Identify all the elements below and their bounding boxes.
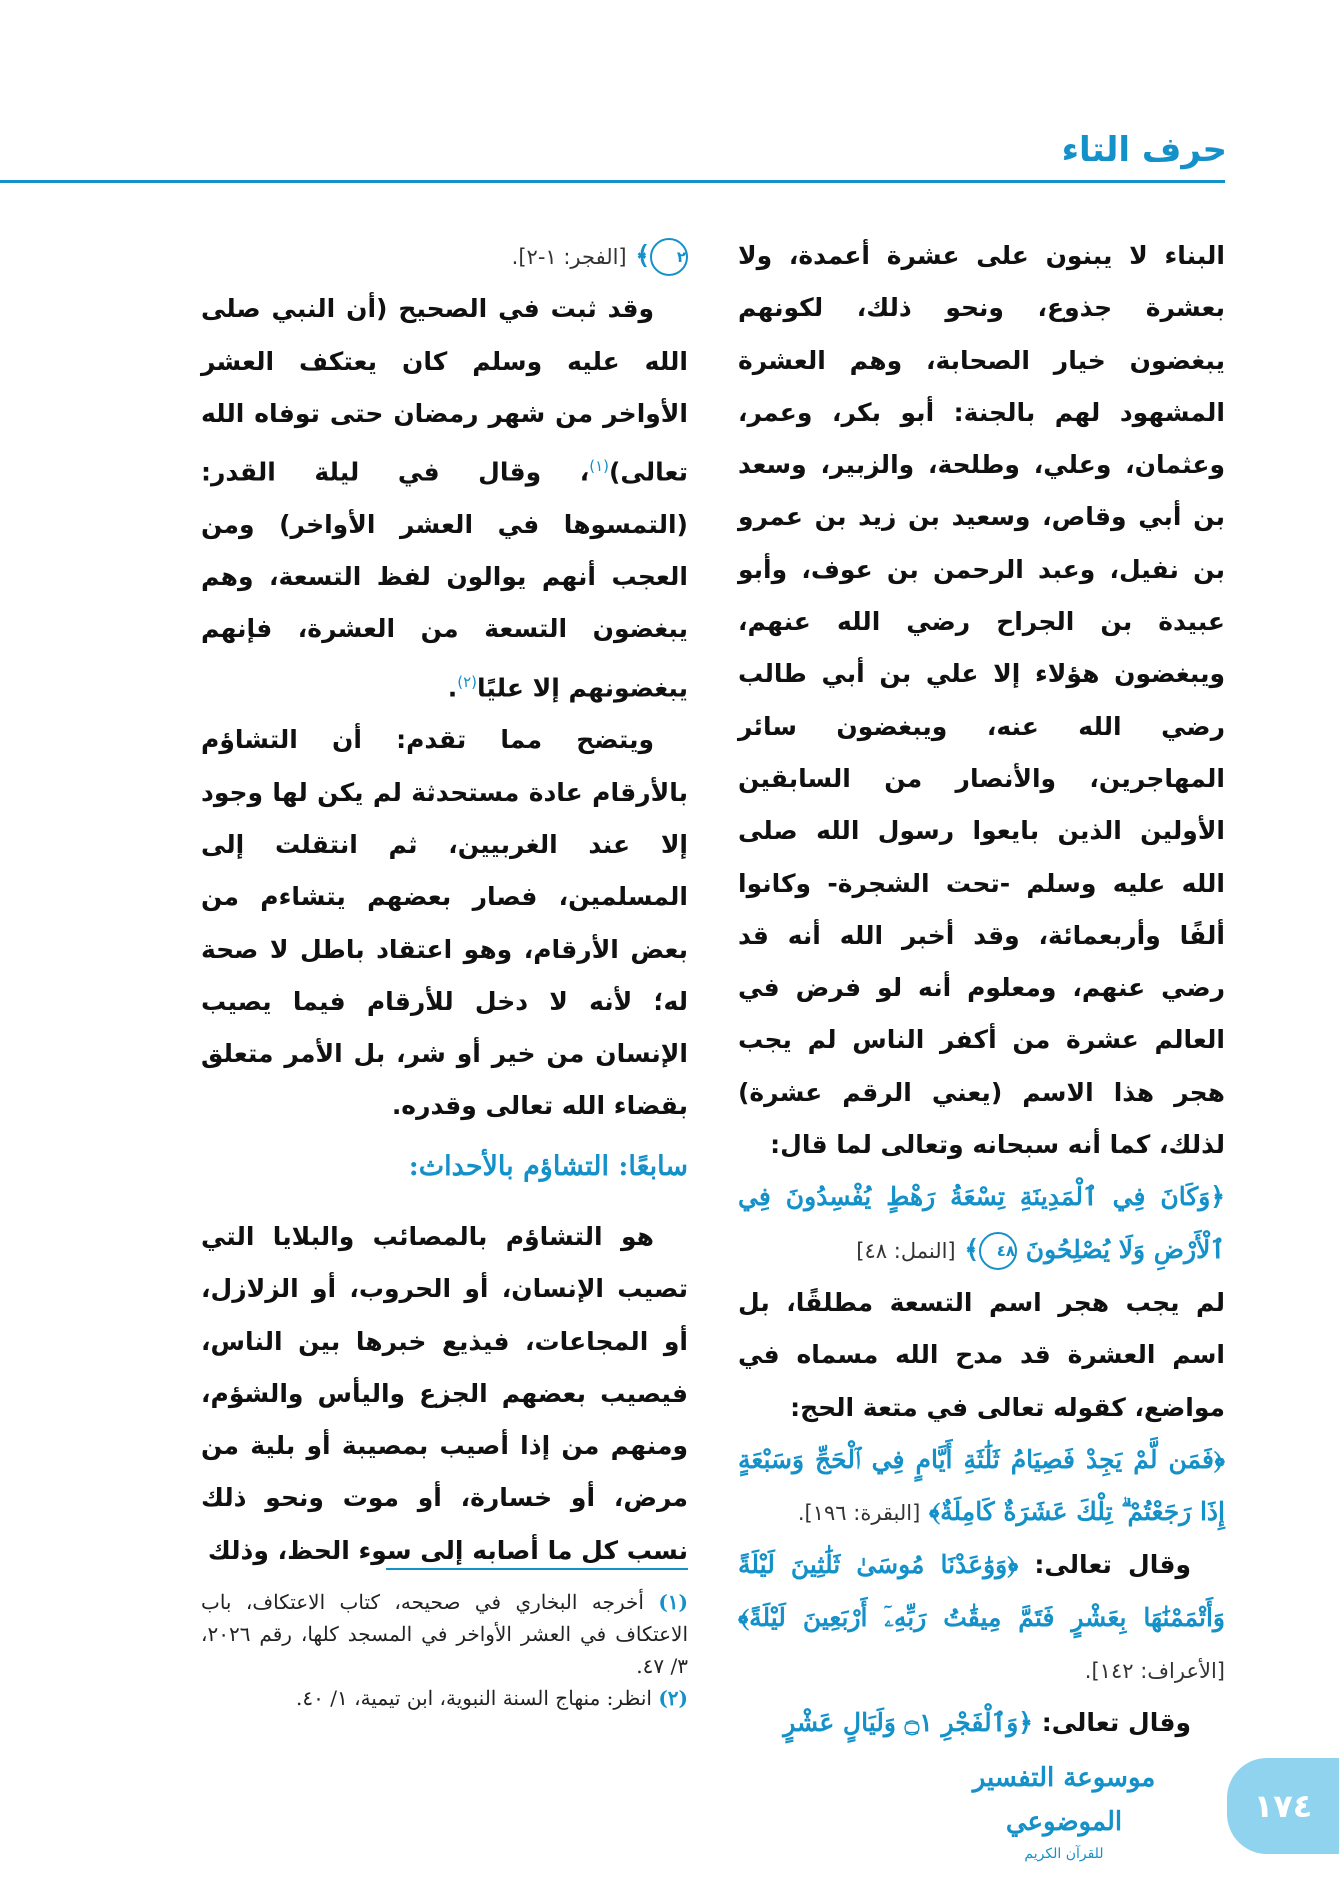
verse-reference: [الفجر: ١-٢]. [511,245,627,269]
verse-reference: [الأعراف: ١٤٢]. [1084,1659,1225,1684]
quran-verse: ﴿وَكَانَ فِي ٱلْمَدِينَةِ تِسْعَةُ رَهْطٍ يُفْسِدُونَ فِي ٱلْأَرْضِ وَلَا يُصْلِحُونَ [738,1182,1225,1264]
verse-block [738,1171,1225,1277]
ayah-number-mark: ٤٨ [979,1232,1017,1270]
verse-close-bracket: ﴾ [964,1234,979,1264]
verse-reference: [البقرة: ١٩٦]. [797,1501,921,1526]
left-column [201,230,688,1577]
footnote-divider [386,1568,688,1570]
footnotes [201,1586,688,1714]
hadith-quote: (أن النبي صلى الله عليه وسلم كان يعتكف العشر الأواخر من شهر رمضان حتى توفاه الله تعالى) [201,294,688,487]
verse-block [738,1697,1225,1749]
paragraph: لم يجب هجر اسم التسعة مطلقًا، بل اسم العشرة قد مدح الله مسماه في مواضع، كقوله تعالى في متعة الحج: [738,1287,1225,1422]
right-column [738,230,1225,1750]
paragraph: البناء لا يبنون على عشرة أعمدة، ولا بعشرة جذوع، ونحو ذلك، لكونهم يبغضون خيار الصحابة، وهم العشرة المشهود لهم بالجنة: أبو بكر، وعمر، وعثمان، وعلي، وطلحة، والزبير، وسعد بن أبي وقاص، وسعيد بن زيد بن عمرو بن نفيل، وعبد الرحمن بن عوف، وأبو عبيدة بن الجراح رضي الله عنهم، ويبغضون هؤلاء إلا علي بن أبي طالب رضي الله عنه، ويبغضون سائر المهاجرين، والأنصار من السابقين الأولين الذين بايعوا رسول الله صلى الله عليه وسلم -تحت الشجرة- وكانوا ألفًا وأربعمائة، وقد أخبر الله أنه قد رضي عنهم، ومعلوم أنه لو فرض في العالم عشرة من أكفر الناس لم يجب هجر هذا الاسم (يعني الرقم عشرة) لذلك، كما أنه سبحانه وتعالى لما قال: [738,241,1225,1160]
page-number: ١٧٤ [1253,1787,1313,1825]
verse-reference: [النمل: ٤٨] [856,1238,956,1263]
verse-intro: وقال تعالى: [1034,1550,1191,1580]
footnote-text: أخرجه البخاري في صحيحه، كتاب الاعتكاف، باب الاعتكاف في العشر الأواخر في المسجد كلها، رقم ٢٠٢٦، ٣/ ٤٧. [201,1590,688,1678]
footnote-text: انظر: منهاج السنة النبوية، ابن تيمية، ١/ ٤٠. [296,1686,652,1710]
paragraph: هو التشاؤم بالمصائب والبلايا التي تصيب الإنسان، أو الحروب، أو الزلازل، أو المجاعات، فيذيع خبرها بين الناس، فيصيب بعضهم الجزع واليأس والشؤم، ومنهم من إذا أصيب بمصيبة أو بلية من مرض، أو خسارة، أو موت ونحو ذلك نسب كل ما أصابه إلى سوء الحظ، وذلك [201,1222,688,1565]
verse-intro: وقال تعالى: [1041,1708,1191,1738]
verse-block [738,1539,1225,1697]
text-run: ومن العجب أنهم يوالون لفظ التسعة، وهم يبغضون التسعة من العشرة، فإنهم يبغضونهم إلا عليًا [201,509,688,703]
verse-continuation [201,230,688,283]
footnote-number: (٢) [658,1686,688,1710]
encyclopedia-logo [939,1756,1189,1862]
hadith-quote: (التمسوها في العشر الأواخر) [279,509,688,539]
ayah-number-mark: ٢ [650,238,688,276]
text-run: . [447,673,458,703]
paragraph: ويتضح مما تقدم: أن التشاؤم بالأرقام عادة مستحدثة لم يكن لها وجود إلا عند الغربيين، ثم انتقلت إلى المسلمين، فصار بعضهم يتشاءم من بعض الأرقام، وهو اعتقاد باطل لا صحة له؛ لأنه لا دخل للأرقام فيما يصيب الإنسان من خير أو شر، بل الأمر متعلق بقضاء الله تعالى وقدره. [201,725,688,1121]
verse-close-bracket: ﴾ [635,241,650,270]
verse-block [738,1434,1225,1540]
page-number-badge [1227,1758,1339,1854]
footnote [201,1586,688,1682]
logo-subtitle: للقرآن الكريم [1024,1846,1104,1862]
quran-verse: ﴿فَمَن لَّمْ يَجِدْ فَصِيَامُ ثَلَٰثَةِ أَيَّامٍ فِي ٱلْحَجِّ وَسَبْعَةٍ إِذَا رَجَعْتُمْ ۗ تِلْكَ عَشَرَةٌ كَامِلَةٌ﴾ [738,1444,1225,1527]
header-divider [0,180,1225,183]
logo-title: موسوعة التفسير الموضوعي [972,1763,1156,1837]
footnote-ref[interactable]: (١) [589,457,609,476]
quran-verse: ﴿وَٱلْفَجْرِ ۝١ وَلَيَالٍ عَشْرٍ [783,1708,1034,1738]
text-run: ، وقال في ليلة القدر: [201,457,590,487]
footnote-ref[interactable]: (٢) [457,672,478,691]
paragraph [201,283,688,714]
footnote [201,1682,688,1714]
section-heading: سابعًا: التشاؤم بالأحداث: [408,1150,688,1182]
text-run: وقد ثبت في الصحيح [398,294,654,324]
quran-verse: ﴿وَوَٰعَدْنَا مُوسَىٰ ثَلَٰثِينَ لَيْلَةً وَأَتْمَمْنَٰهَا بِعَشْرٍ فَتَمَّ مِيقَٰتُ رَبِّهِۦٓ أَرْبَعِينَ لَيْلَةً﴾ [738,1550,1225,1632]
footnote-number: (١) [658,1590,688,1614]
page-header-title: حرف التاء [1061,130,1227,170]
